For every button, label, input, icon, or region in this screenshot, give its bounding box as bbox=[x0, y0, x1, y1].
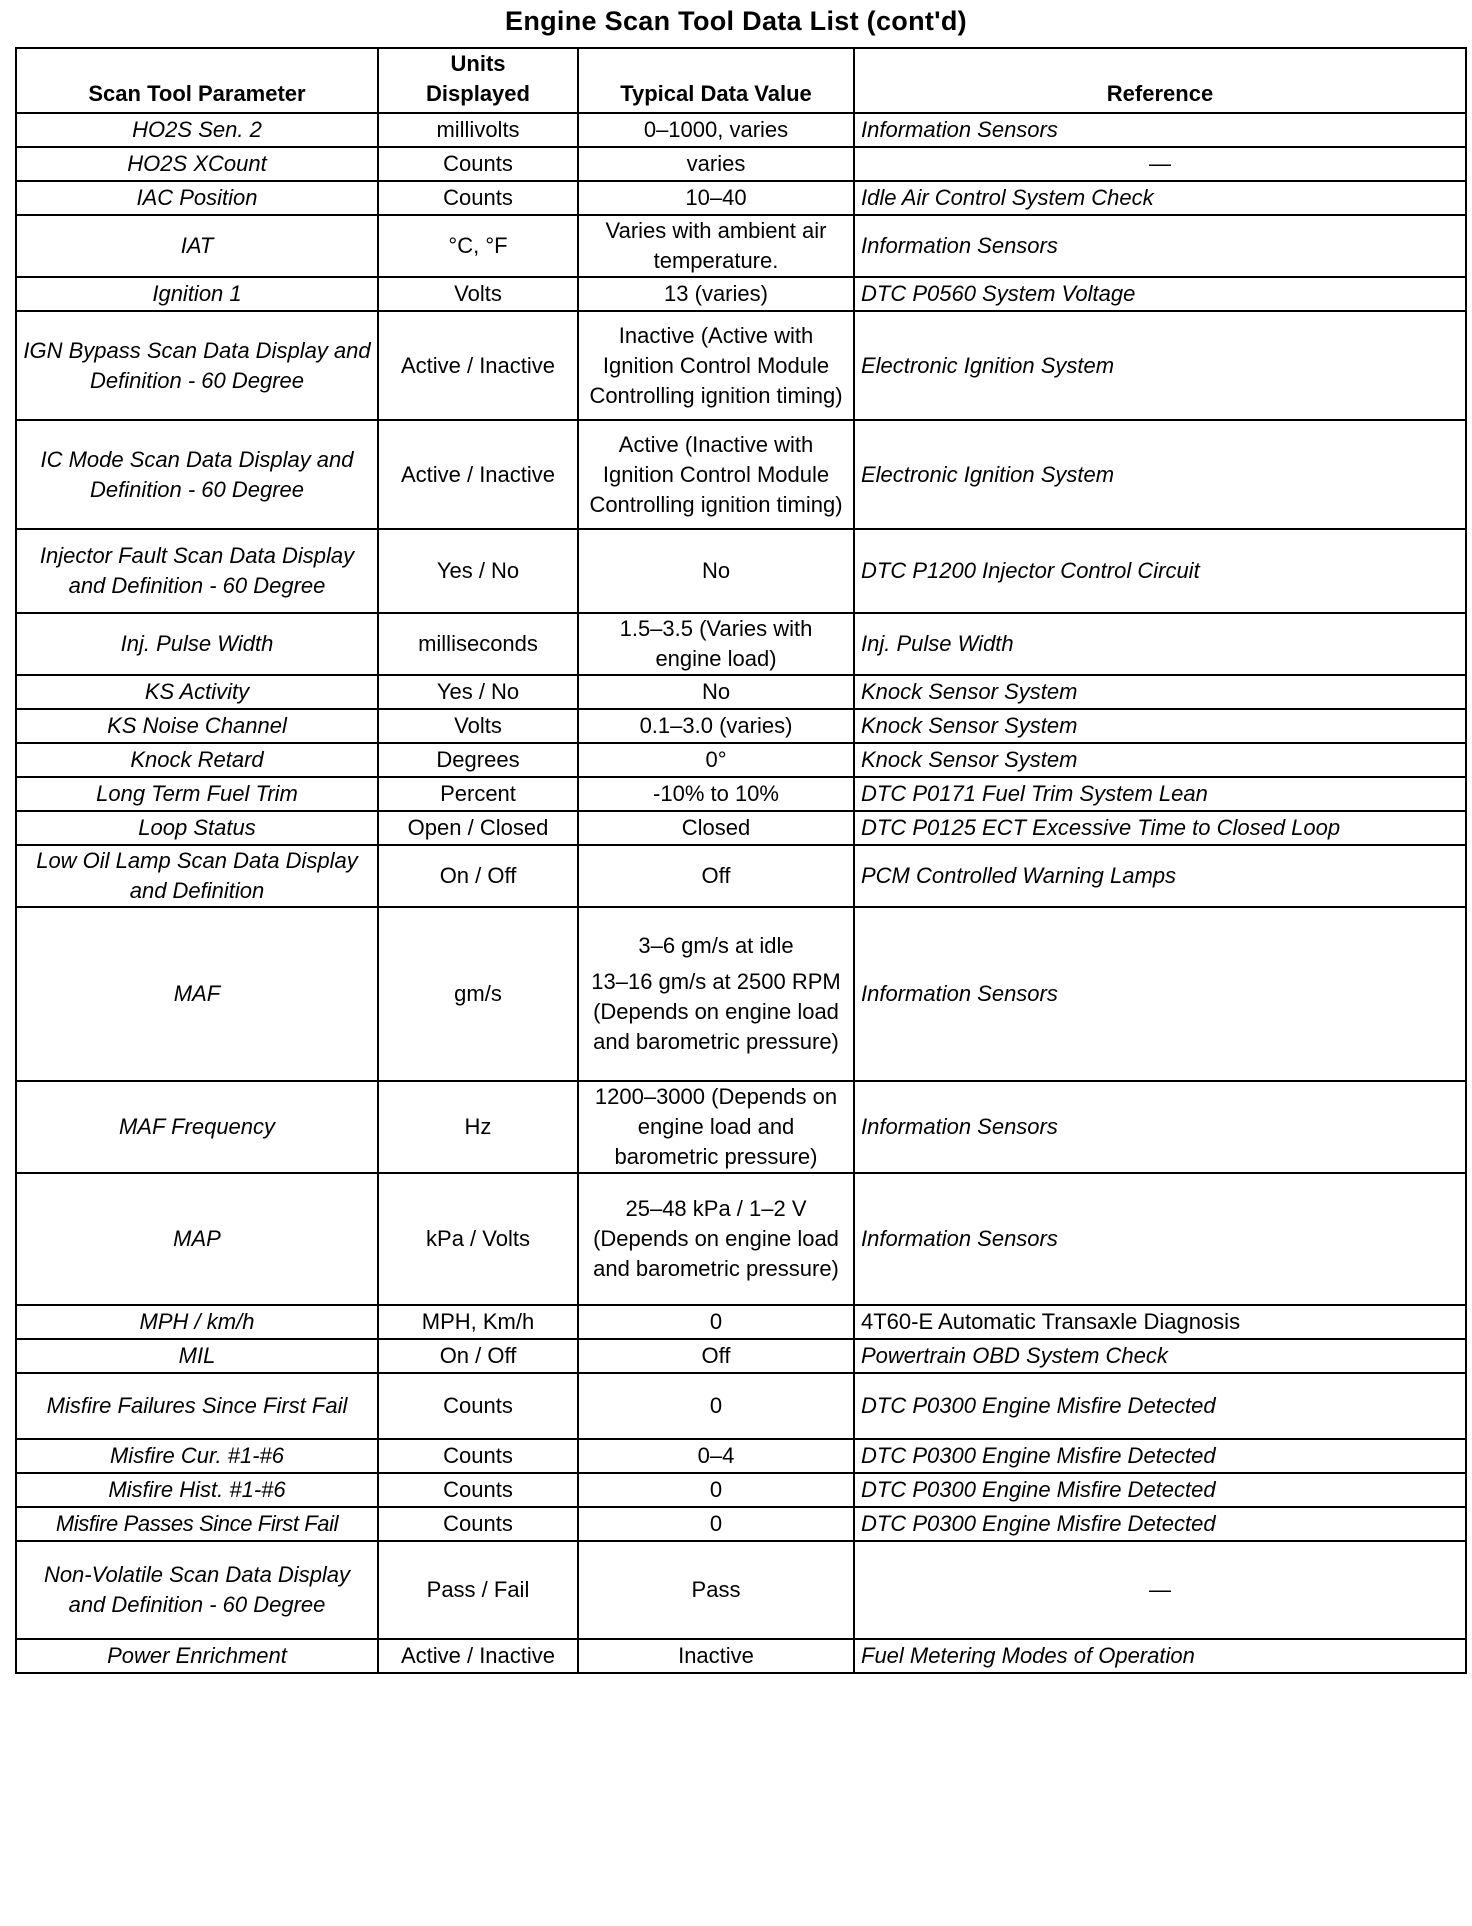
table-row bbox=[16, 529, 1466, 613]
typical-cell: 0 bbox=[578, 1305, 854, 1339]
reference-cell: Electronic Ignition System bbox=[854, 311, 1466, 420]
param-cell: Power Enrichment bbox=[16, 1639, 378, 1673]
typical-cell: 25–48 kPa / 1–2 V (Depends on engine load and barometric pressure) bbox=[578, 1173, 854, 1305]
param-cell: Misfire Failures Since First Fail bbox=[16, 1373, 378, 1439]
param-cell: KS Activity bbox=[16, 675, 378, 709]
typical-cell: Pass bbox=[578, 1541, 854, 1639]
param-cell: HO2S Sen. 2 bbox=[16, 113, 378, 147]
units-cell: Counts bbox=[378, 1507, 578, 1541]
param-cell: Misfire Passes Since First Fail bbox=[16, 1507, 378, 1541]
param-cell: Injector Fault Scan Data Display and Definition - 60 Degree bbox=[16, 529, 378, 613]
units-cell: Active / Inactive bbox=[378, 1639, 578, 1673]
reference-cell: Information Sensors bbox=[854, 215, 1466, 277]
units-cell: Pass / Fail bbox=[378, 1541, 578, 1639]
reference-cell: DTC P0300 Engine Misfire Detected bbox=[854, 1373, 1466, 1439]
param-cell: HO2S XCount bbox=[16, 147, 378, 181]
reference-cell: Electronic Ignition System bbox=[854, 420, 1466, 529]
param-cell: Ignition 1 bbox=[16, 277, 378, 311]
units-cell: MPH, Km/h bbox=[378, 1305, 578, 1339]
typical-cell: 1.5–3.5 (Varies with engine load) bbox=[578, 613, 854, 675]
table-row bbox=[16, 1473, 1466, 1507]
param-cell: IGN Bypass Scan Data Display and Definition - 60 Degree bbox=[16, 311, 378, 420]
typical-cell: Closed bbox=[578, 811, 854, 845]
typical-cell: 13 (varies) bbox=[578, 277, 854, 311]
reference-cell: Fuel Metering Modes of Operation bbox=[854, 1639, 1466, 1673]
reference-cell: Information Sensors bbox=[854, 907, 1466, 1081]
param-cell: KS Noise Channel bbox=[16, 709, 378, 743]
table-row bbox=[16, 613, 1466, 675]
typical-cell: Off bbox=[578, 1339, 854, 1373]
table-row bbox=[16, 113, 1466, 147]
units-cell: Counts bbox=[378, 1439, 578, 1473]
table-row bbox=[16, 1305, 1466, 1339]
table-row bbox=[16, 845, 1466, 907]
param-cell: Long Term Fuel Trim bbox=[16, 777, 378, 811]
reference-cell: DTC P0300 Engine Misfire Detected bbox=[854, 1507, 1466, 1541]
param-cell: IAC Position bbox=[16, 181, 378, 215]
typical-cell: Varies with ambient air temperature. bbox=[578, 215, 854, 277]
typical-cell: Off bbox=[578, 845, 854, 907]
header-units-line1: Units bbox=[450, 51, 506, 76]
typical-cell: 10–40 bbox=[578, 181, 854, 215]
header-scan-tool-parameter: Scan Tool Parameter bbox=[16, 48, 378, 113]
param-cell: Misfire Hist. #1-#6 bbox=[16, 1473, 378, 1507]
reference-cell: Inj. Pulse Width bbox=[854, 613, 1466, 675]
typical-cell: 0° bbox=[578, 743, 854, 777]
table-row bbox=[16, 215, 1466, 277]
table-row bbox=[16, 1507, 1466, 1541]
table-row bbox=[16, 811, 1466, 845]
reference-cell: Knock Sensor System bbox=[854, 743, 1466, 777]
units-cell: millivolts bbox=[378, 113, 578, 147]
typical-cell: 0 bbox=[578, 1473, 854, 1507]
param-cell: Non-Volatile Scan Data Display and Definition - 60 Degree bbox=[16, 1541, 378, 1639]
param-cell: Loop Status bbox=[16, 811, 378, 845]
typical-cell: Inactive (Active with Ignition Control Module Controlling ignition timing) bbox=[578, 311, 854, 420]
table-row bbox=[16, 1373, 1466, 1439]
header-reference: Reference bbox=[854, 48, 1466, 113]
reference-cell: DTC P0171 Fuel Trim System Lean bbox=[854, 777, 1466, 811]
table-row bbox=[16, 743, 1466, 777]
typical-cell: 0–1000, varies bbox=[578, 113, 854, 147]
reference-cell: Information Sensors bbox=[854, 113, 1466, 147]
typical-cell: 1200–3000 (Depends on engine load and barometric pressure) bbox=[578, 1081, 854, 1173]
typical-cell bbox=[578, 907, 854, 1081]
units-cell: Active / Inactive bbox=[378, 311, 578, 420]
reference-cell: DTC P0300 Engine Misfire Detected bbox=[854, 1439, 1466, 1473]
param-cell: IC Mode Scan Data Display and Definition - 60 Degree bbox=[16, 420, 378, 529]
typical-cell: Inactive bbox=[578, 1639, 854, 1673]
units-cell: Volts bbox=[378, 709, 578, 743]
reference-cell: Knock Sensor System bbox=[854, 709, 1466, 743]
reference-cell: DTC P0125 ECT Excessive Time to Closed Loop bbox=[854, 811, 1466, 845]
table-row bbox=[16, 907, 1466, 1081]
typical-idle-value: 3–6 gm/s at idle bbox=[638, 933, 794, 958]
table-row bbox=[16, 1541, 1466, 1639]
scan-data-table bbox=[15, 47, 1467, 1674]
typical-cell: 0 bbox=[578, 1507, 854, 1541]
units-cell: gm/s bbox=[378, 907, 578, 1081]
reference-cell: — bbox=[854, 147, 1466, 181]
param-cell: MPH / km/h bbox=[16, 1305, 378, 1339]
param-cell: Low Oil Lamp Scan Data Display and Definition bbox=[16, 845, 378, 907]
param-cell: MAP bbox=[16, 1173, 378, 1305]
units-cell: On / Off bbox=[378, 1339, 578, 1373]
reference-cell: Knock Sensor System bbox=[854, 675, 1466, 709]
units-cell: Degrees bbox=[378, 743, 578, 777]
reference-cell: DTC P1200 Injector Control Circuit bbox=[854, 529, 1466, 613]
table-row bbox=[16, 709, 1466, 743]
reference-cell: — bbox=[854, 1541, 1466, 1639]
param-cell: IAT bbox=[16, 215, 378, 277]
param-cell: MIL bbox=[16, 1339, 378, 1373]
table-row bbox=[16, 1173, 1466, 1305]
reference-cell: Idle Air Control System Check bbox=[854, 181, 1466, 215]
param-cell: Inj. Pulse Width bbox=[16, 613, 378, 675]
header-units-line2: Displayed bbox=[426, 81, 530, 106]
units-cell: Counts bbox=[378, 1373, 578, 1439]
units-cell: On / Off bbox=[378, 845, 578, 907]
typical-cell: No bbox=[578, 675, 854, 709]
header-units-displayed bbox=[378, 48, 578, 113]
table-row bbox=[16, 777, 1466, 811]
typical-cell: -10% to 10% bbox=[578, 777, 854, 811]
table-row bbox=[16, 147, 1466, 181]
reference-cell: DTC P0560 System Voltage bbox=[854, 277, 1466, 311]
units-cell: Counts bbox=[378, 1473, 578, 1507]
table-row bbox=[16, 181, 1466, 215]
table-row bbox=[16, 675, 1466, 709]
table-row bbox=[16, 1339, 1466, 1373]
units-cell: Percent bbox=[378, 777, 578, 811]
reference-cell: Powertrain OBD System Check bbox=[854, 1339, 1466, 1373]
param-cell: MAF Frequency bbox=[16, 1081, 378, 1173]
units-cell: °C, °F bbox=[378, 215, 578, 277]
units-cell: Active / Inactive bbox=[378, 420, 578, 529]
units-cell: Hz bbox=[378, 1081, 578, 1173]
typical-cell: No bbox=[578, 529, 854, 613]
units-cell: Volts bbox=[378, 277, 578, 311]
typical-cell: 0 bbox=[578, 1373, 854, 1439]
reference-cell: DTC P0300 Engine Misfire Detected bbox=[854, 1473, 1466, 1507]
table-row bbox=[16, 1081, 1466, 1173]
table-row bbox=[16, 311, 1466, 420]
typical-cell: varies bbox=[578, 147, 854, 181]
units-cell: Yes / No bbox=[378, 529, 578, 613]
reference-cell: Information Sensors bbox=[854, 1173, 1466, 1305]
typical-cell: 0–4 bbox=[578, 1439, 854, 1473]
param-cell: Knock Retard bbox=[16, 743, 378, 777]
param-cell: MAF bbox=[16, 907, 378, 1081]
typical-rpm-value: 13–16 gm/s at 2500 RPM (Depends on engine load and barometric pressure) bbox=[591, 969, 841, 1054]
units-cell: Yes / No bbox=[378, 675, 578, 709]
units-cell: Counts bbox=[378, 147, 578, 181]
table-row bbox=[16, 1439, 1466, 1473]
typical-cell: 0.1–3.0 (varies) bbox=[578, 709, 854, 743]
units-cell: Counts bbox=[378, 181, 578, 215]
page-title: Engine Scan Tool Data List (cont'd) bbox=[505, 6, 967, 36]
table-row bbox=[16, 277, 1466, 311]
units-cell: kPa / Volts bbox=[378, 1173, 578, 1305]
param-cell: Misfire Cur. #1-#6 bbox=[16, 1439, 378, 1473]
table-row bbox=[16, 420, 1466, 529]
table-row bbox=[16, 1639, 1466, 1673]
reference-cell: PCM Controlled Warning Lamps bbox=[854, 845, 1466, 907]
reference-cell: Information Sensors bbox=[854, 1081, 1466, 1173]
typical-cell: Active (Inactive with Ignition Control Module Controlling ignition timing) bbox=[578, 420, 854, 529]
table-header-row bbox=[16, 48, 1466, 113]
reference-cell: 4T60-E Automatic Transaxle Diagnosis bbox=[854, 1305, 1466, 1339]
units-cell: milliseconds bbox=[378, 613, 578, 675]
units-cell: Open / Closed bbox=[378, 811, 578, 845]
header-typical-data-value: Typical Data Value bbox=[578, 48, 854, 113]
